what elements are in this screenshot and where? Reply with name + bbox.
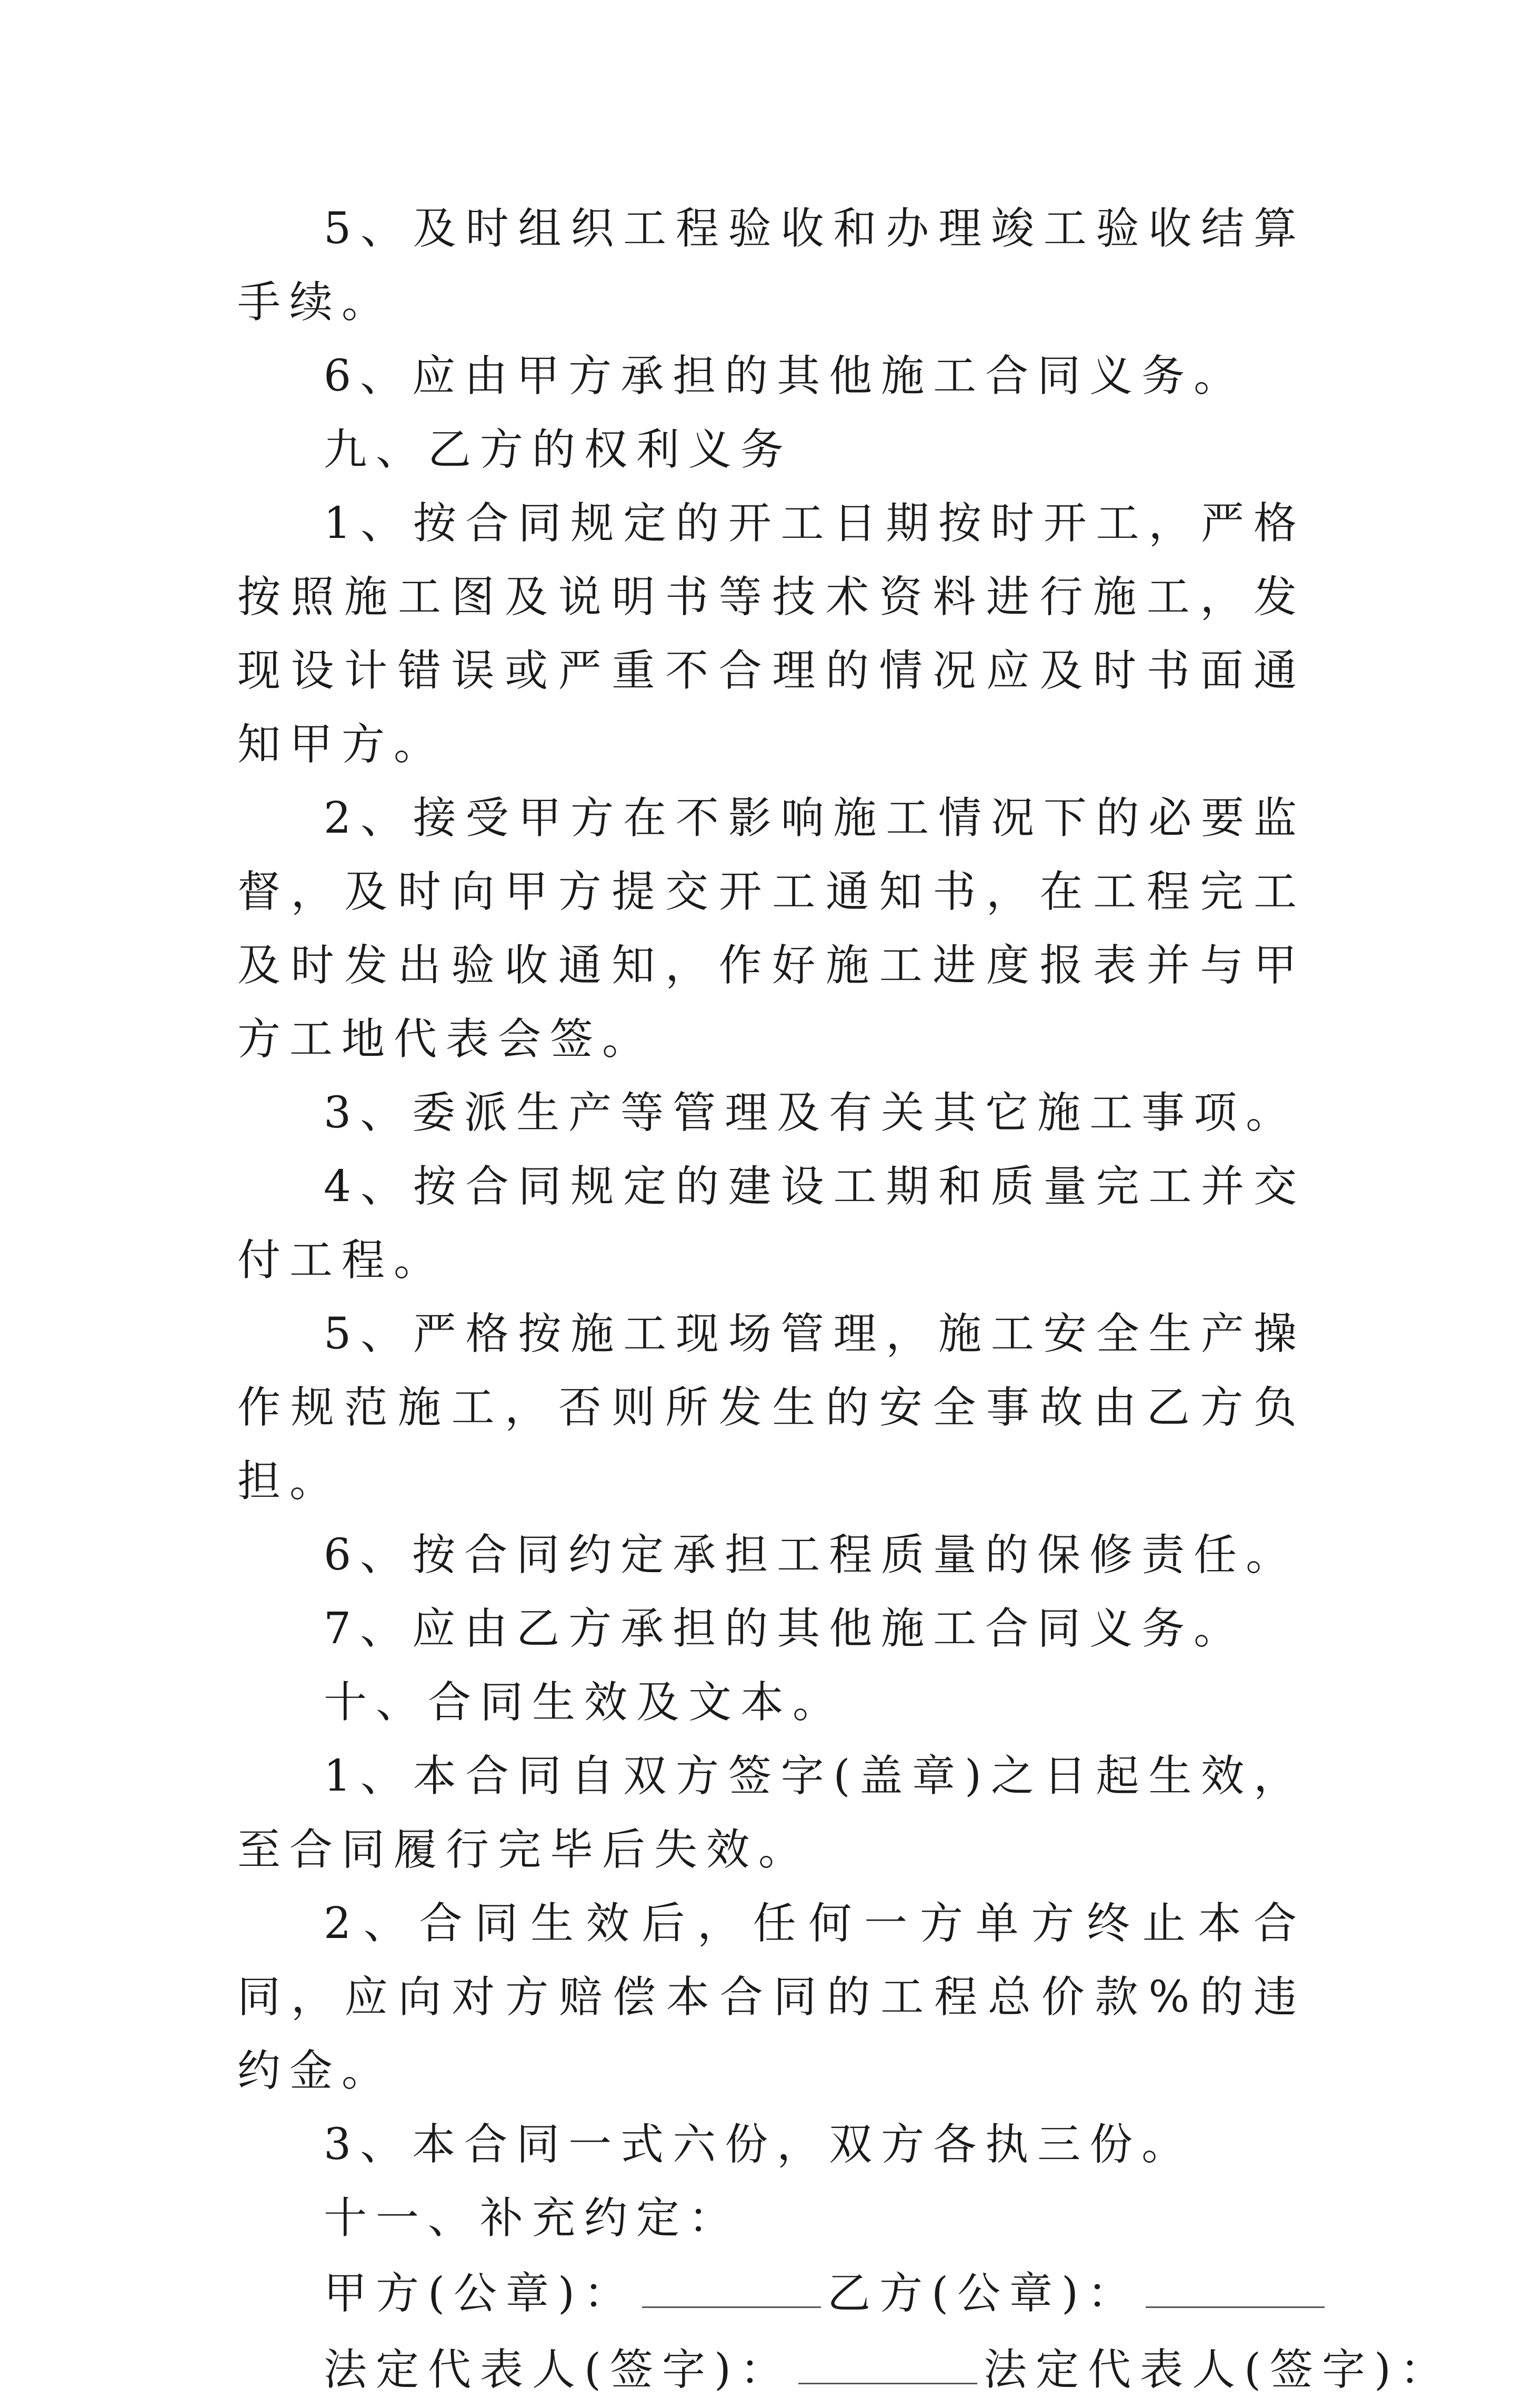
clause-9-7: 7、应由乙方承担的其他施工合同义务。	[324, 1604, 1246, 1654]
clause-9-1: 1、按合同规定的开工日期按时开工，严格按照施工图及说明书等技术资料进行施工，发现设计错误或严重不合理的情况应及时书面通知甲方。	[237, 498, 1306, 770]
legal-rep-a-blank[interactable]	[798, 2351, 977, 2384]
contract-body	[237, 192, 1452, 2408]
clause-9-3: 3、委派生产等管理及有关其它施工事项。	[324, 1088, 1298, 1138]
clause-9-2: 2、接受甲方在不影响施工情况下的必要监督，及时向甲方提交开工通知书，在工程完工及时发出验收通知，作好施工进度报表并与甲方工地代表会签。	[237, 793, 1306, 1064]
clause-9-5: 5、严格按施工现场管理，施工安全生产操作规范施工，否则所发生的安全事故由乙方负担。	[237, 1309, 1306, 1506]
clause-9-6: 6、按合同约定承担工程质量的保修责任。	[324, 1530, 1298, 1580]
clause-10-1: 1、本合同自双方签字(盖章)之日起生效，至合同履行完毕后失效。	[237, 1751, 1306, 1875]
seal-line	[237, 2255, 1306, 2332]
section-11-heading: 十一、补充约定：	[324, 2193, 741, 2243]
party-a-seal-blank[interactable]	[642, 2275, 821, 2308]
clause-10-3: 3、本合同一式六份，双方各执三份。	[324, 2120, 1194, 2170]
clause-8-6: 6、应由甲方承担的其他施工合同义务。	[324, 351, 1246, 401]
legal-rep-a-label: 法定代表人(签字)：	[324, 2345, 792, 2395]
section-10-heading: 十、合同生效及文本。	[324, 1677, 845, 1727]
section-9-heading: 九、乙方的权利义务	[324, 425, 793, 475]
clause-8-5: 5、及时组织工程验收和办理竣工验收结算手续。	[237, 204, 1306, 327]
legal-rep-line	[237, 2332, 1452, 2408]
party-a-seal-label: 甲方(公章)：	[324, 2269, 636, 2319]
clause-10-2: 2、合同生效后，任何一方单方终止本合同，应向对方赔偿本合同的工程总价款%的违约金。	[237, 1899, 1306, 2096]
party-b-seal-blank[interactable]	[1146, 2275, 1325, 2308]
legal-rep-b-label: 法定代表人(签字)：	[983, 2345, 1452, 2395]
party-b-seal-label: 乙方(公章)：	[827, 2269, 1139, 2319]
clause-9-4: 4、按合同规定的建设工期和质量完工并交付工程。	[237, 1162, 1306, 1285]
